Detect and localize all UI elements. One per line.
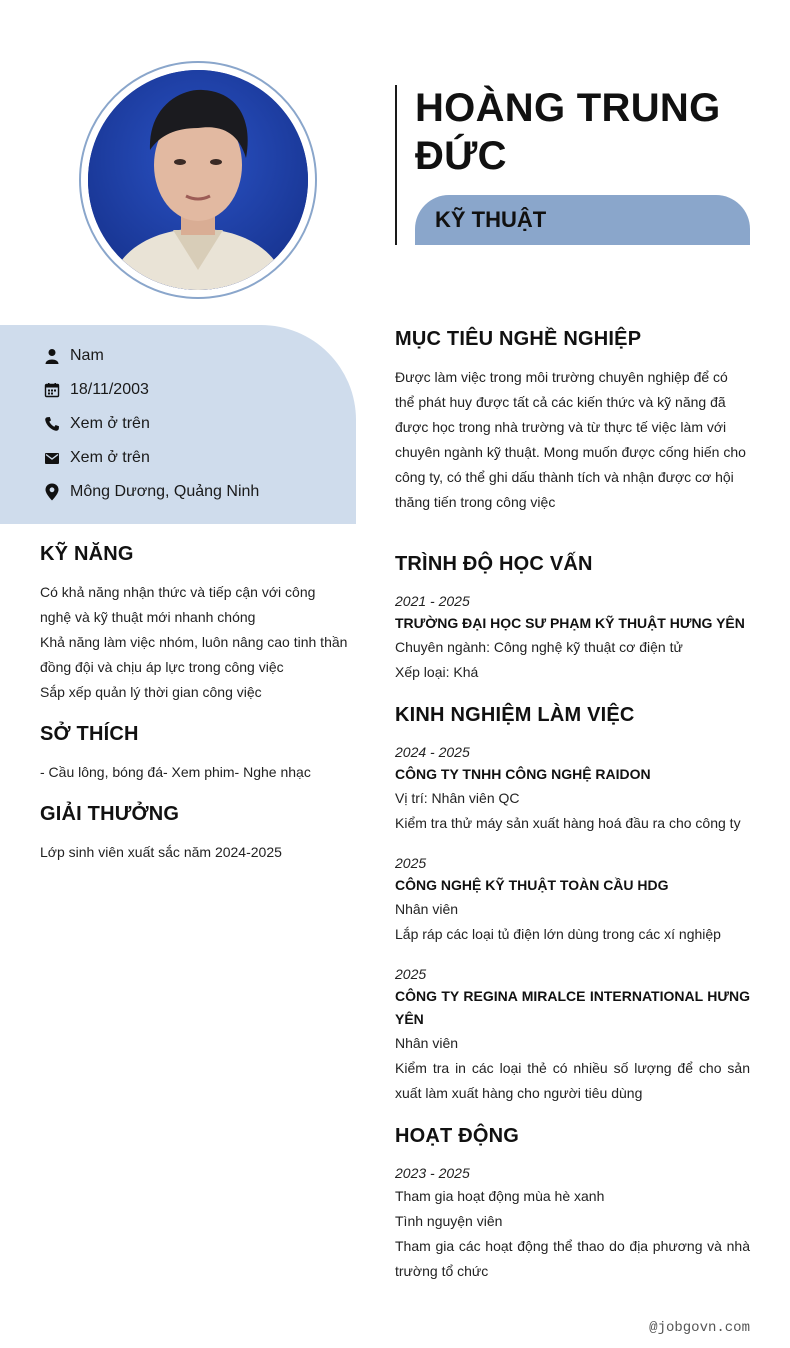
mail-icon — [40, 446, 64, 470]
profile-photo — [88, 70, 308, 290]
experience-entry — [395, 741, 750, 836]
skill-item: Sắp xếp quản lý thời gian công việc — [40, 684, 262, 700]
education-entry — [395, 590, 750, 685]
experience-date: 2025 — [395, 855, 427, 871]
education-heading: TRÌNH ĐỘ HỌC VẤN — [395, 553, 593, 575]
contact-birthday — [40, 378, 340, 402]
experience-role: Nhân viên — [395, 1035, 459, 1051]
experience-heading: KINH NGHIỆM LÀM VIỆC — [395, 704, 635, 726]
contact-address — [40, 480, 340, 504]
experience-desc: Kiểm tra thử máy sản xuất hàng hoá đầu ra cho công ty — [395, 815, 741, 831]
experience-company: CÔNG NGHỆ KỸ THUẬT TOÀN CẦU HDG — [395, 877, 669, 893]
avatar — [88, 70, 308, 290]
education-school: TRƯỜNG ĐẠI HỌC SƯ PHẠM KỸ THUẬT HƯNG YÊN — [395, 615, 745, 631]
experience-company: CÔNG TY TNHH CÔNG NGHỆ RAIDON — [395, 766, 651, 782]
skill-item: Khả năng làm việc nhóm, luôn nâng cao tinh thần đồng đội và chịu áp lực trong công việc — [40, 634, 348, 675]
activities-line: Tình nguyện viên — [395, 1213, 503, 1229]
birthday-text: 18/11/2003 — [70, 381, 149, 398]
skills-list — [40, 580, 350, 705]
experience-company: CÔNG TY REGINA MIRALCE INTERNATIONAL HƯNG YÊN — [395, 988, 750, 1027]
person-icon — [40, 344, 64, 368]
education-major: Chuyên ngành: Công nghệ kỹ thuật cơ điện tử — [395, 639, 683, 655]
calendar-icon — [40, 378, 64, 402]
activities-date: 2023 - 2025 — [395, 1165, 470, 1181]
experience-date: 2024 - 2025 — [395, 744, 470, 760]
skill-item: Có khả năng nhận thức và tiếp cận với công nghệ và kỹ thuật mới nhanh chóng — [40, 584, 316, 625]
experience-desc: Lắp ráp các loại tủ điện lớn dùng trong các xí nghiệp — [395, 926, 721, 942]
activities-line: Tham gia các hoạt động thể thao do địa phương và nhà trường tổ chức — [395, 1238, 750, 1279]
gender-text: Nam — [70, 347, 104, 364]
activities-heading: HOẠT ĐỘNG — [395, 1125, 520, 1147]
contact-phone — [40, 412, 340, 436]
objective-text: Được làm việc trong môi trường chuyên nghiệp để có thể phát huy được tất cả các kiến thức và kỹ năng đã được học trong nhà trường và từ thực tế việc làm với chuyên ngành kỹ thuật. Mong muốn được cống hiến cho công ty, có thể ghi dấu thành tích và nhận được cơ hội thăng tiến trong công việc — [395, 369, 746, 510]
experience-date: 2025 — [395, 966, 427, 982]
activities-entry — [395, 1162, 750, 1284]
job-title: KỸ THUẬT — [435, 207, 547, 232]
objective-heading: MỤC TIÊU NGHỀ NGHIỆP — [395, 328, 642, 350]
experience-entry — [395, 852, 750, 947]
education-grade: Xếp loại: Khá — [395, 664, 479, 680]
name-divider — [395, 85, 397, 245]
awards-text: Lớp sinh viên xuất sắc năm 2024-2025 — [40, 844, 282, 860]
location-pin-icon — [40, 480, 64, 504]
experience-role: Nhân viên — [395, 901, 459, 917]
candidate-name: HOÀNG TRUNG ĐỨC — [415, 86, 721, 178]
contact-gender — [40, 344, 340, 368]
hobbies-text: - Cầu lông, bóng đá- Xem phim- Nghe nhạc — [40, 764, 311, 780]
footer-watermark: @jobgovn.com — [649, 1320, 750, 1336]
skills-heading: KỸ NĂNG — [40, 543, 134, 565]
phone-text: Xem ở trên — [70, 415, 150, 432]
email-text: Xem ở trên — [70, 449, 150, 466]
phone-icon — [40, 412, 64, 436]
experience-role: Vị trí: Nhân viên QC — [395, 790, 520, 806]
experience-desc: Kiểm tra in các loại thẻ có nhiều số lượng để cho sản xuất làm xuất hàng cho người tiêu dùng — [395, 1060, 750, 1101]
hobbies-heading: SỞ THÍCH — [40, 723, 139, 745]
activities-line: Tham gia hoạt động mùa hè xanh — [395, 1188, 605, 1204]
education-date: 2021 - 2025 — [395, 593, 470, 609]
contact-email — [40, 446, 340, 470]
awards-heading: GIẢI THƯỞNG — [40, 803, 180, 825]
experience-entry — [395, 963, 750, 1106]
address-text: Mông Dương, Quảng Ninh — [70, 483, 260, 500]
